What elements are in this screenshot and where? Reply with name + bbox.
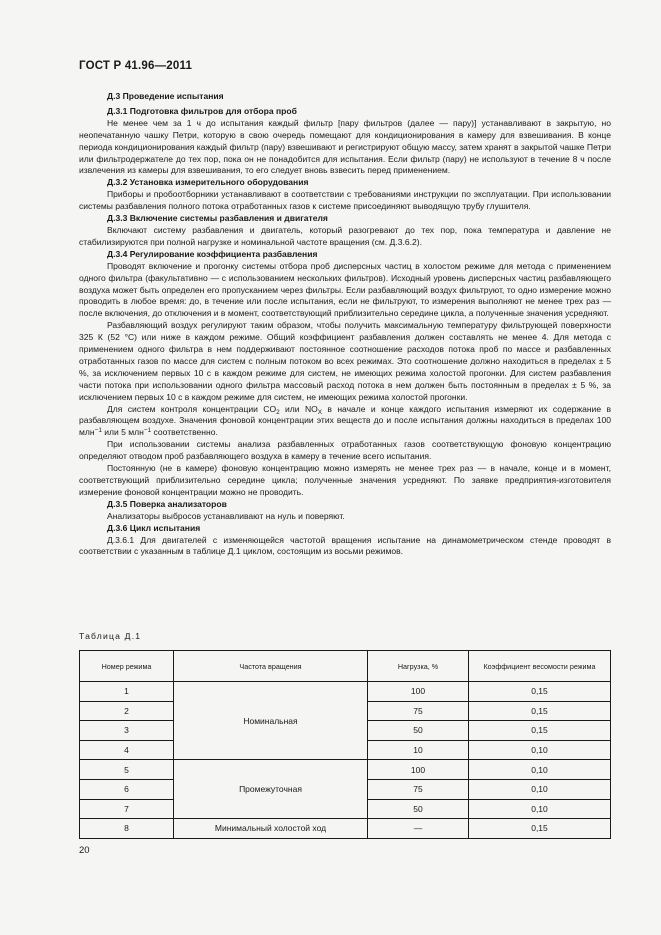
column-header-weight: Коэффициент весомости режима [469, 651, 611, 682]
cell-load: 100 [368, 682, 469, 702]
text-part: соответственно. [151, 427, 218, 438]
table-row [80, 760, 611, 780]
section-d31-title: Д.3.1 Подготовка фильтров для отбора проб [107, 105, 297, 116]
cell-speed-group: Промежуточная [174, 760, 368, 819]
cell-load: 75 [368, 701, 469, 721]
superscript: −1 [143, 427, 152, 435]
cell-mode: 4 [80, 740, 174, 760]
section-d33-title: Д.3.3 Включение системы разбавления и двигателя [107, 213, 328, 224]
cell-mode: 1 [80, 682, 174, 702]
text-part: или NO [279, 403, 318, 414]
cell-weight: 0,10 [469, 799, 611, 819]
cell-weight: 0,10 [469, 779, 611, 799]
cell-weight: 0,10 [469, 760, 611, 780]
section-d34-paragraph-3 [79, 404, 611, 440]
cell-weight: 0,15 [469, 682, 611, 702]
cell-speed-group: Минимальный холостой ход [174, 819, 368, 839]
cell-mode: 7 [80, 799, 174, 819]
cell-weight: 0,10 [469, 740, 611, 760]
section-d3-title: Д.3 Проведение испытания [107, 91, 224, 101]
cell-mode: 5 [80, 760, 174, 780]
test-cycle-table [79, 650, 611, 839]
section-d34-title: Д.3.4 Регулирование коэффициента разбавления [107, 248, 318, 259]
cell-mode: 2 [80, 701, 174, 721]
cell-mode: 8 [80, 819, 174, 839]
section-d34-paragraph-4: При использовании системы анализа разбавленных отработанных газов соответствующую фоновую концентрацию определяют отводом проб разбавляющего воздуха в камеру в течение всего испытания. [79, 439, 611, 462]
cell-load: — [368, 819, 469, 839]
column-header-mode: Номер режима [80, 651, 174, 682]
cell-speed-group: Номинальная [174, 682, 368, 760]
section-d35-title: Д.3.5 Поверка анализаторов [107, 498, 227, 509]
cell-load: 50 [368, 721, 469, 741]
superscript: −1 [94, 427, 102, 435]
section-d34-paragraph-5: Постоянную (не в камере) фоновую концентрацию можно измерять не менее трех раз — в начале, конце и в момент, соответствующий приблизительно середине цикла; полученные значения усредняют. По заявке предприятия-изготовителя измерение фоновой концентрации можно не проводить. [79, 463, 611, 497]
table-row [80, 682, 611, 702]
cell-weight: 0,15 [469, 701, 611, 721]
cell-weight: 0,15 [469, 721, 611, 741]
cell-mode: 6 [80, 779, 174, 799]
section-d35-paragraph: Анализаторы выбросов устанавливают на нуль и поверяют. [107, 510, 345, 521]
subscript: 2 [276, 408, 280, 416]
document-header: ГОСТ Р 41.96—2011 [79, 60, 193, 72]
table-header-row [80, 651, 611, 682]
section-d31-paragraph: Не менее чем за 1 ч до испытания каждый фильтр [пару фильтров (далее — пару)] устанавливают в закрытую, но неопечатанную чашку Петри, которую в свою очередь помещают для кондиционирования в камеру для взвешивания. В конце периода кондиционирования каждый фильтр (пару) взвешивают и регистрируют общую массу, затем хранят в закрытой чашке Петри или фильтродержателе до тех пор, пока он не понадобится для испытания. Если фильтр (пару) не используют в течение 8 ч после извлечения из камеры для взвешивания, то его следует вновь взвесить перед применением. [79, 117, 611, 176]
cell-load: 75 [368, 779, 469, 799]
cell-load: 100 [368, 760, 469, 780]
page-number: 20 [79, 845, 90, 856]
section-d36-title: Д.3.6 Цикл испытания [107, 522, 201, 533]
section-d33-paragraph: Включают систему разбавления и двигатель, который разогревают до тех пор, пока температура и давление не стабилизируются при полной нагрузке и номинальной частоте вращения (см. Д.3.6.2). [79, 224, 611, 247]
table-row [80, 819, 611, 839]
column-header-speed: Частота вращения [174, 651, 368, 682]
subscript: X [317, 408, 323, 416]
document-body [79, 91, 611, 558]
section-d34-paragraph-2: Разбавляющий воздух регулируют таким образом, чтобы получить максимальную температуру фильтрующей поверхности 325 К (52 °C) или ниже в каждом режиме. Общий коэффициент разбавления должен составлять не менее 4. Для метода с применением одного фильтра в нем поддерживают постоянное соотношение расходов потока проб по массе и разбавленных отработанных газов по массе для систем с полным потоком во всех режимах. Это соотношение должно находиться в пределах ± 5 %, за исключением первых 10 с в каждом режиме для систем, не имеющих режима холостой прогонки. Для систем разбавления части потока при использовании одного фильтра массовый расход потока в нем должен быть постоянным в пределах ± 5 %, за исключением первых 10 с в каждом режиме для систем, не имеющих режима холостой прогонки. [79, 320, 611, 402]
cell-load: 50 [368, 799, 469, 819]
cell-weight: 0,15 [469, 819, 611, 839]
cell-mode: 3 [80, 721, 174, 741]
text-part: в начале и конце каждого испытания измеряют их содержание в разбавляющем воздухе. Значения фоновой концентрации этих веществ до и после испытания должны находиться в пределах 100 млн [79, 403, 611, 438]
section-d32-paragraph: Приборы и пробоотборники устанавливают в соответствии с требованиями инструкции по эксплуатации. При использовании системы разбавления полного потока отработанных газов к системе присоединяют выводящую трубу глушителя. [79, 189, 611, 212]
table-caption: Таблица Д.1 [79, 631, 142, 641]
section-d32-title: Д.3.2 Установка измерительного оборудования [107, 177, 309, 188]
column-header-load: Нагрузка, % [368, 651, 469, 682]
section-d361-paragraph: Д.3.6.1 Для двигателей с изменяющейся частотой вращения испытание на динамометрическом стенде проводят в соответствии с указанным в таблице Д.1 циклом, состоящим из восьми режимов. [79, 534, 611, 557]
text-part: Для систем контроля концентрации CO [107, 403, 277, 414]
text-part: или 5 млн [101, 427, 144, 438]
section-d34-paragraph-1: Проводят включение и прогонку системы отбора проб дисперсных частиц в холостом режиме для метода с применением одного фильтра (факультативно — с использованием нескольких фильтров). Исходный уровень дисперсных частиц разбавляющего воздуха может быть определен его пропусканием через фильтры. Если разбавляющий воздух фильтруют, то одно измерение можно проводить в любое время: до, в течение или после испытания, если не фильтруют, то измерения выполняют не менее трех раз — после включения, до отключения и в момент, соответствующий приблизительно середине цикла, а полученные значения усредняют. [79, 260, 611, 319]
cell-load: 10 [368, 740, 469, 760]
